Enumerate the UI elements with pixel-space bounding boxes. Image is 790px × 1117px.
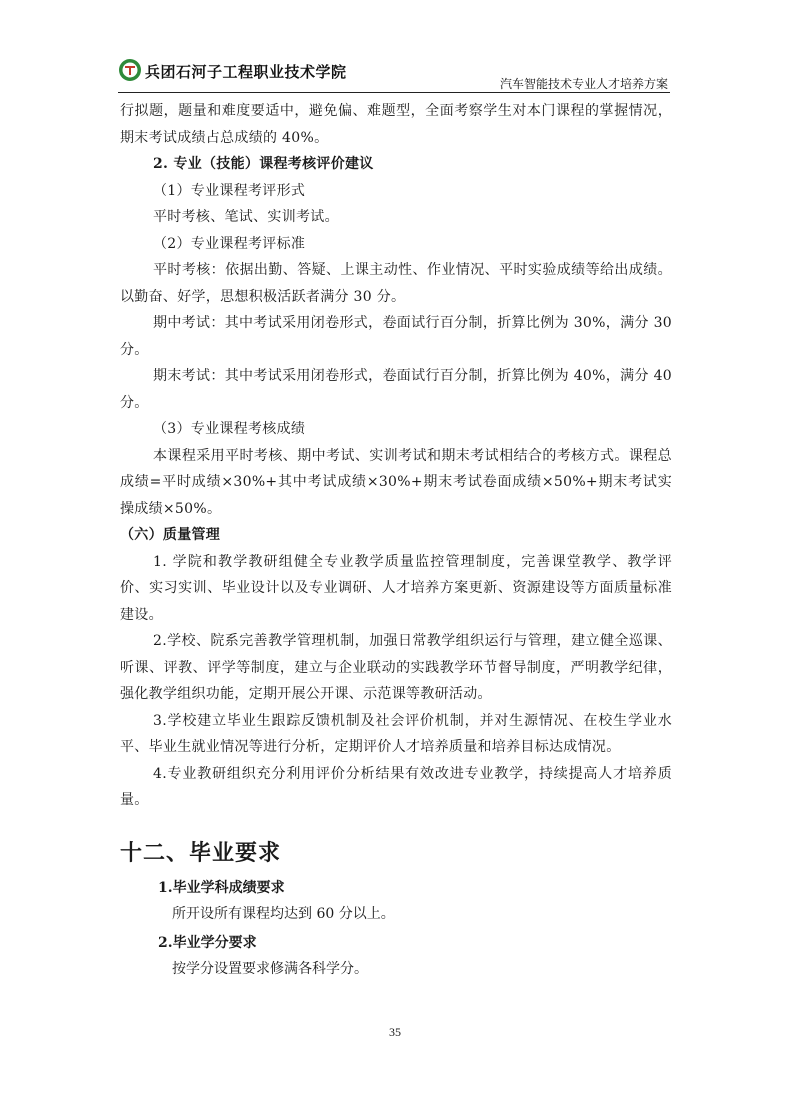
school-logo-icon [118, 58, 142, 82]
subheading-assessment-form: （1）专业课程考评形式 [153, 182, 306, 199]
page-number: 35 [389, 1025, 401, 1039]
paragraph-quality-4: 4.专业教研组织充分利用评价分析结果有效改进专业教学，持续提高人才培养质量。 [120, 765, 672, 808]
subheading-assessment-score: （3）专业课程考核成绩 [153, 421, 306, 437]
paragraph-score-formula: 本课程采用平时考核、期中考试、实训考试和期末考试相结合的考核方式。课程总成绩=平时成绩×30%+其中考试成绩×30%+期末考试卷面成绩×50%+期末考试实操成绩×50%。 [120, 447, 672, 517]
graduation-req-2-title: 2.毕业学分要求 [158, 934, 257, 951]
paragraph-regular-assessment: 平时考核：依据出勤、答疑、上课主动性、作业情况、平时实验成绩等给出成绩。以勤奋、好学，思想积极活跃者满分 30 分。 [120, 262, 672, 305]
heading-assessment-suggestion: 2. 专业（技能）课程考核评价建议 [153, 156, 374, 172]
paragraph-assessment-form: 平时考核、笔试、实训考试。 [153, 209, 339, 225]
graduation-req-2-text: 按学分设置要求修满各科学分。 [172, 961, 368, 977]
paragraph-final-exam: 期末考试：其中考试采用闭卷形式，卷面试行百分制，折算比例为 40%，满分 40 分。 [120, 368, 672, 411]
paragraph-exam-intro: 行拟题，题量和难度要适中，避免偏、难题型，全面考察学生对本门课程的掌握情况，期末考试成绩占总成绩的 40%。 [120, 103, 672, 146]
page-content [120, 98, 672, 985]
document-title: 汽车智能技术专业人才培养方案 [499, 77, 668, 91]
school-name: 兵团石河子工程职业技术学院 [145, 63, 347, 81]
paragraph-quality-1: 1. 学院和教学教研组健全专业教学质量监控管理制度，完善课堂教学、教学评价、实习实训、毕业设计以及专业调研、人才培养方案更新、资源建设等方面质量标准建设。 [120, 553, 672, 623]
heading-quality-management: （六）质量管理 [120, 527, 221, 543]
paragraph-quality-3: 3.学校建立毕业生跟踪反馈机制及社会评价机制，并对生源情况、在校生学业水平、毕业生就业情况等进行分析，定期评价人才培养质量和培养目标达成情况。 [120, 712, 672, 755]
paragraph-midterm-exam: 期中考试：其中考试采用闭卷形式，卷面试行百分制，折算比例为 30%，满分 30 分。 [120, 315, 672, 358]
graduation-req-1-title: 1.毕业学科成绩要求 [158, 879, 285, 896]
graduation-req-1-text: 所开设所有课程均达到 60 分以上。 [172, 906, 395, 922]
paragraph-quality-2: 2.学校、院系完善教学管理机制，加强日常教学组织运行与管理，建立健全巡课、听课、评教、评学等制度，建立与企业联动的实践教学环节督导制度，严明教学纪律，强化教学组织功能，定期开展公开课、示范课等教研活动。 [120, 633, 672, 702]
section-heading-graduation: 十二、毕业要求 [120, 840, 282, 866]
subheading-assessment-standard: （2）专业课程考评标准 [153, 235, 306, 252]
page-header [118, 56, 670, 93]
